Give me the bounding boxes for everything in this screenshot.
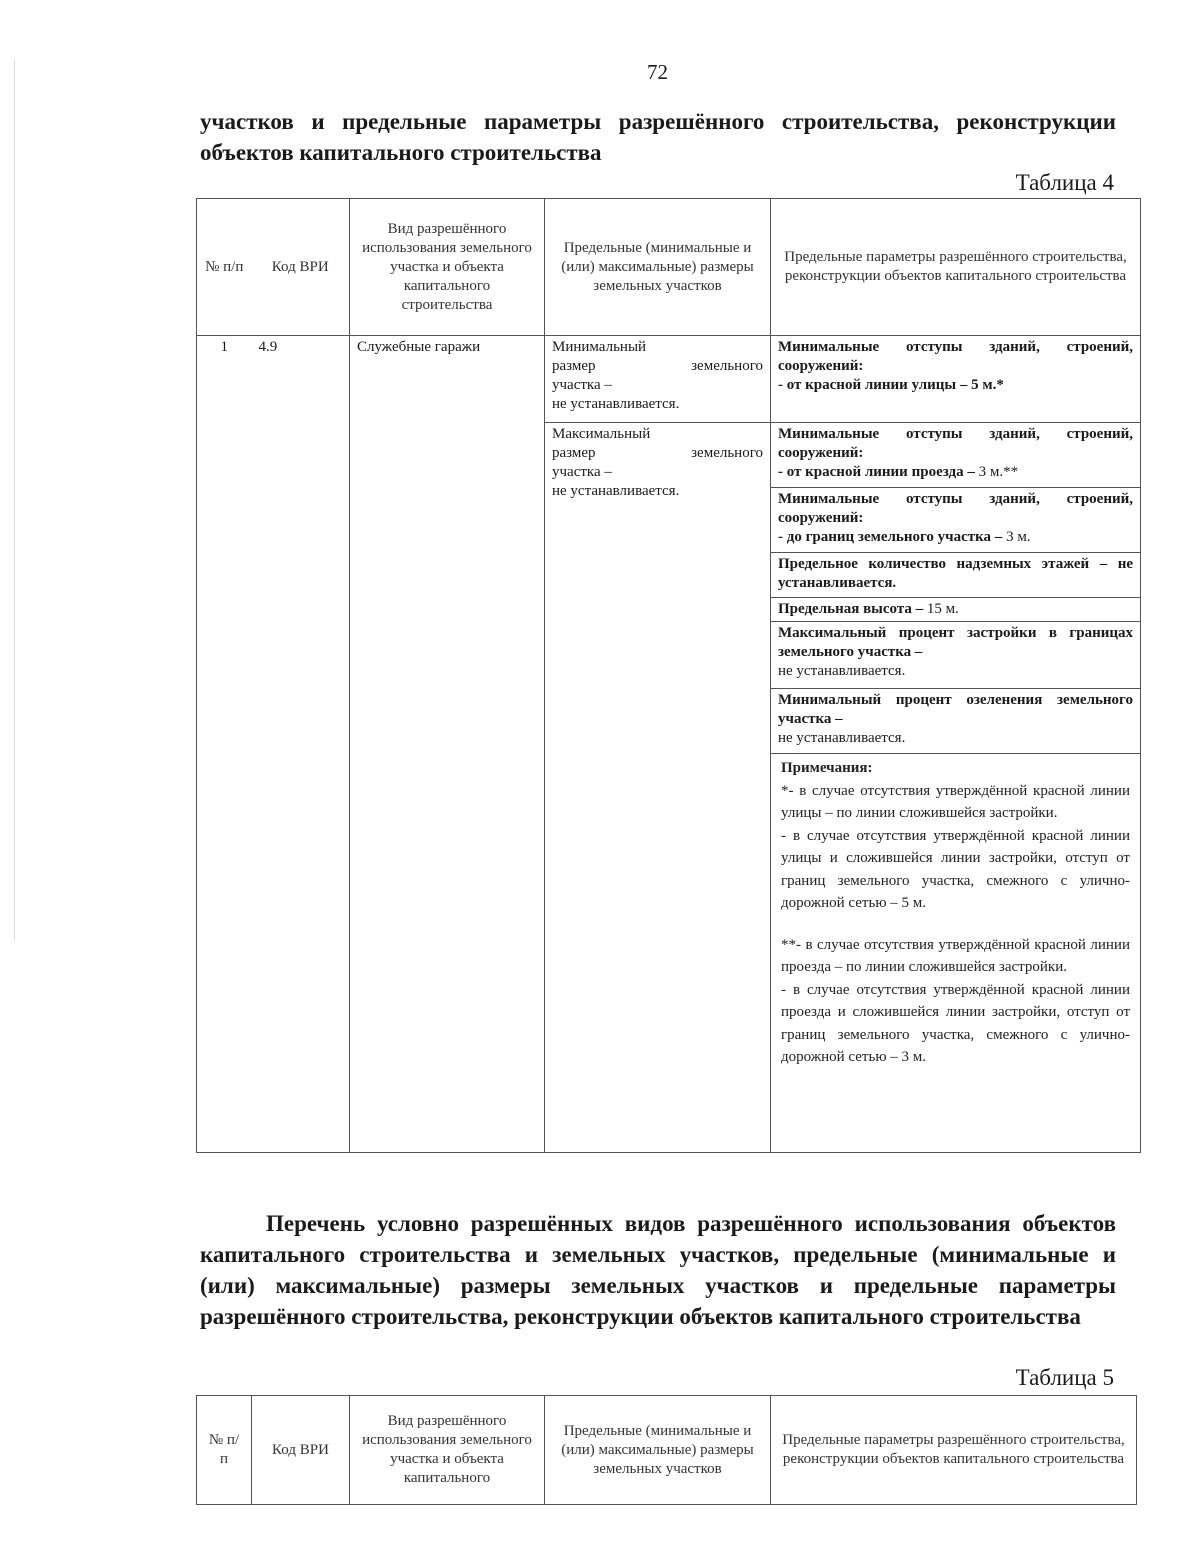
page-number: 72 [647,60,668,84]
min-size-line-3: участка – [552,377,612,393]
section-heading-top: участков и предельные параметры разрешённого строительства, реконструкции объектов капитального строительства [200,109,1116,165]
param-cell-3 [771,488,1141,553]
max-size-line-1: Максимальный [552,426,651,442]
table-5 [196,1395,1137,1505]
note-2b: - в случае отсутствия утверждённой красной линии проезда и сложившейся линии застройки, отступ от границ земельного участка, смежного с улично-дорожной сетью – 3 м. [781,981,1130,1065]
header-vid: Вид разрешённого использования земельного участка и объекта капитального строительства [350,199,545,336]
header-size: Предельные (минимальные и (или) максимальные) размеры земельных участков [545,199,771,336]
max-size-cell [545,423,771,1153]
t5-header-vid: Вид разрешённого использования земельного участка и объекта капитального [350,1396,545,1505]
param-cell-5 [771,598,1141,622]
param-cell-4: Предельное количество надземных этажей – не устанавливается. [771,553,1141,598]
min-size-line-4: не устанавливается. [552,396,680,412]
table-5-header-row [197,1396,1137,1505]
param-2-label: - от красной линии проезда – [778,464,975,480]
min-size-word-a: размер [552,358,596,374]
row-code: 4.9 [252,336,350,1153]
param-5-value: 15 м. [923,601,959,617]
max-size-line-3: участка – [552,464,612,480]
param-2-value: 3 м.** [974,464,1019,480]
param-1-value: - от красной линии улицы – 5 м.* [778,377,1004,393]
notes-title: Примечания: [781,760,873,776]
t5-header-size: Предельные (минимальные и (или) максимальные) размеры земельных участков [545,1396,771,1505]
note-2a: **- в случае отсутствия утверждённой красной линии проезда – по линии сложившейся застройки. [781,936,1130,975]
header-params: Предельные параметры разрешённого строительства, реконструкции объектов капитального строительства [771,199,1141,336]
min-size-cell [545,336,771,423]
param-6-title: Максимальный процент застройки в границах земельного участка – [778,625,1133,660]
table-4-label: Таблица 4 [1015,170,1114,195]
notes-cell [771,754,1141,1153]
row-num: 1 [197,336,252,1153]
min-size-line-1: Минимальный [552,339,647,355]
param-cell-2 [771,423,1141,488]
t5-header-num: № п/п [197,1396,252,1505]
header-code: Код ВРИ [252,199,350,336]
param-3-value: 3 м. [1002,529,1031,545]
max-size-word-a: размер [552,445,596,461]
scan-margin-line [14,60,15,940]
param-3-title: Минимальные отступы зданий, строений, сооружений: [778,491,1133,526]
t5-header-code: Код ВРИ [252,1396,350,1505]
param-cell-1 [771,336,1141,423]
max-size-line-4: не устанавливается. [552,483,680,499]
param-5-label: Предельная высота – [778,601,924,617]
t5-header-params: Предельные параметры разрешённого строительства, реконструкции объектов капитального строительства [771,1396,1137,1505]
param-7-value: не устанавливается. [778,730,906,746]
table-4 [196,198,1141,1153]
param-3-label: - до границ земельного участка – [778,529,1003,545]
note-1a: *- в случае отсутствия утверждённой красной линии улицы – по линии сложившейся застройки. [781,782,1130,821]
param-6-value: не устанавливается. [778,663,906,679]
row-vid: Служебные гаражи [350,336,545,1153]
param-cell-6 [771,622,1141,689]
param-cell-7 [771,689,1141,754]
table-5-label: Таблица 5 [1015,1365,1114,1390]
section-heading-bottom: Перечень условно разрешённых видов разрешённого использования объектов капитального строительства и земельных участков, предельные (минимальные и (или) максимальные) размеры земельных участков и предельные параметры разрешённого строительства, реконструкции объектов капитального строительства [200,1211,1116,1329]
note-1b: - в случае отсутствия утверждённой красной линии улицы и сложившейся линии застройки, отступ от границ земельного участка, смежного с улично-дорожной сетью – 5 м. [781,827,1130,911]
min-size-word-b: земельного [691,358,763,374]
param-1-title: Минимальные отступы зданий, строений, сооружений: [778,339,1133,374]
max-size-word-b: земельного [691,445,763,461]
param-7-title: Минимальный процент озеленения земельного участка – [778,692,1133,727]
param-2-title: Минимальные отступы зданий, строений, сооружений: [778,426,1133,461]
header-num: № п/п [197,199,252,336]
table-4-header-row [197,199,1141,336]
table-row [197,336,1141,423]
